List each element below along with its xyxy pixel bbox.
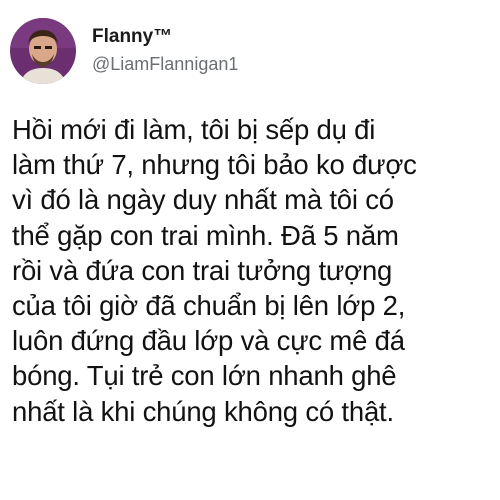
tweet-body bbox=[12, 112, 494, 429]
avatar-photo-icon bbox=[10, 18, 76, 84]
tweet-line: luôn đứng đầu lớp và cực mê đá bbox=[12, 325, 405, 357]
tweet-line: làm thứ 7, nhưng tôi bảo ko được bbox=[12, 149, 417, 181]
tweet-line: rồi và đứa con trai tưởng tượng bbox=[12, 254, 393, 286]
tweet-line: Hồi mới đi làm, tôi bị sếp dụ đi bbox=[12, 114, 376, 145]
display-name[interactable]: Flanny™ bbox=[92, 26, 173, 47]
user-handle[interactable]: @LiamFlannigan1 bbox=[92, 54, 239, 74]
tweet-line: thể gặp con trai mình. Đã 5 năm bbox=[12, 219, 399, 251]
avatar[interactable] bbox=[10, 18, 76, 84]
tweet-line: nhất là khi chúng không có thật. bbox=[12, 395, 394, 427]
tweet-header bbox=[10, 18, 238, 84]
tweet-line: của tôi giờ đã chuẩn bị lên lớp 2, bbox=[12, 290, 406, 322]
tweet-line: vì đó là ngày duy nhất mà tôi có bbox=[12, 184, 394, 216]
tweet-line: bóng. Tụi trẻ con lớn nhanh ghê bbox=[12, 360, 397, 392]
author-names bbox=[92, 25, 238, 77]
